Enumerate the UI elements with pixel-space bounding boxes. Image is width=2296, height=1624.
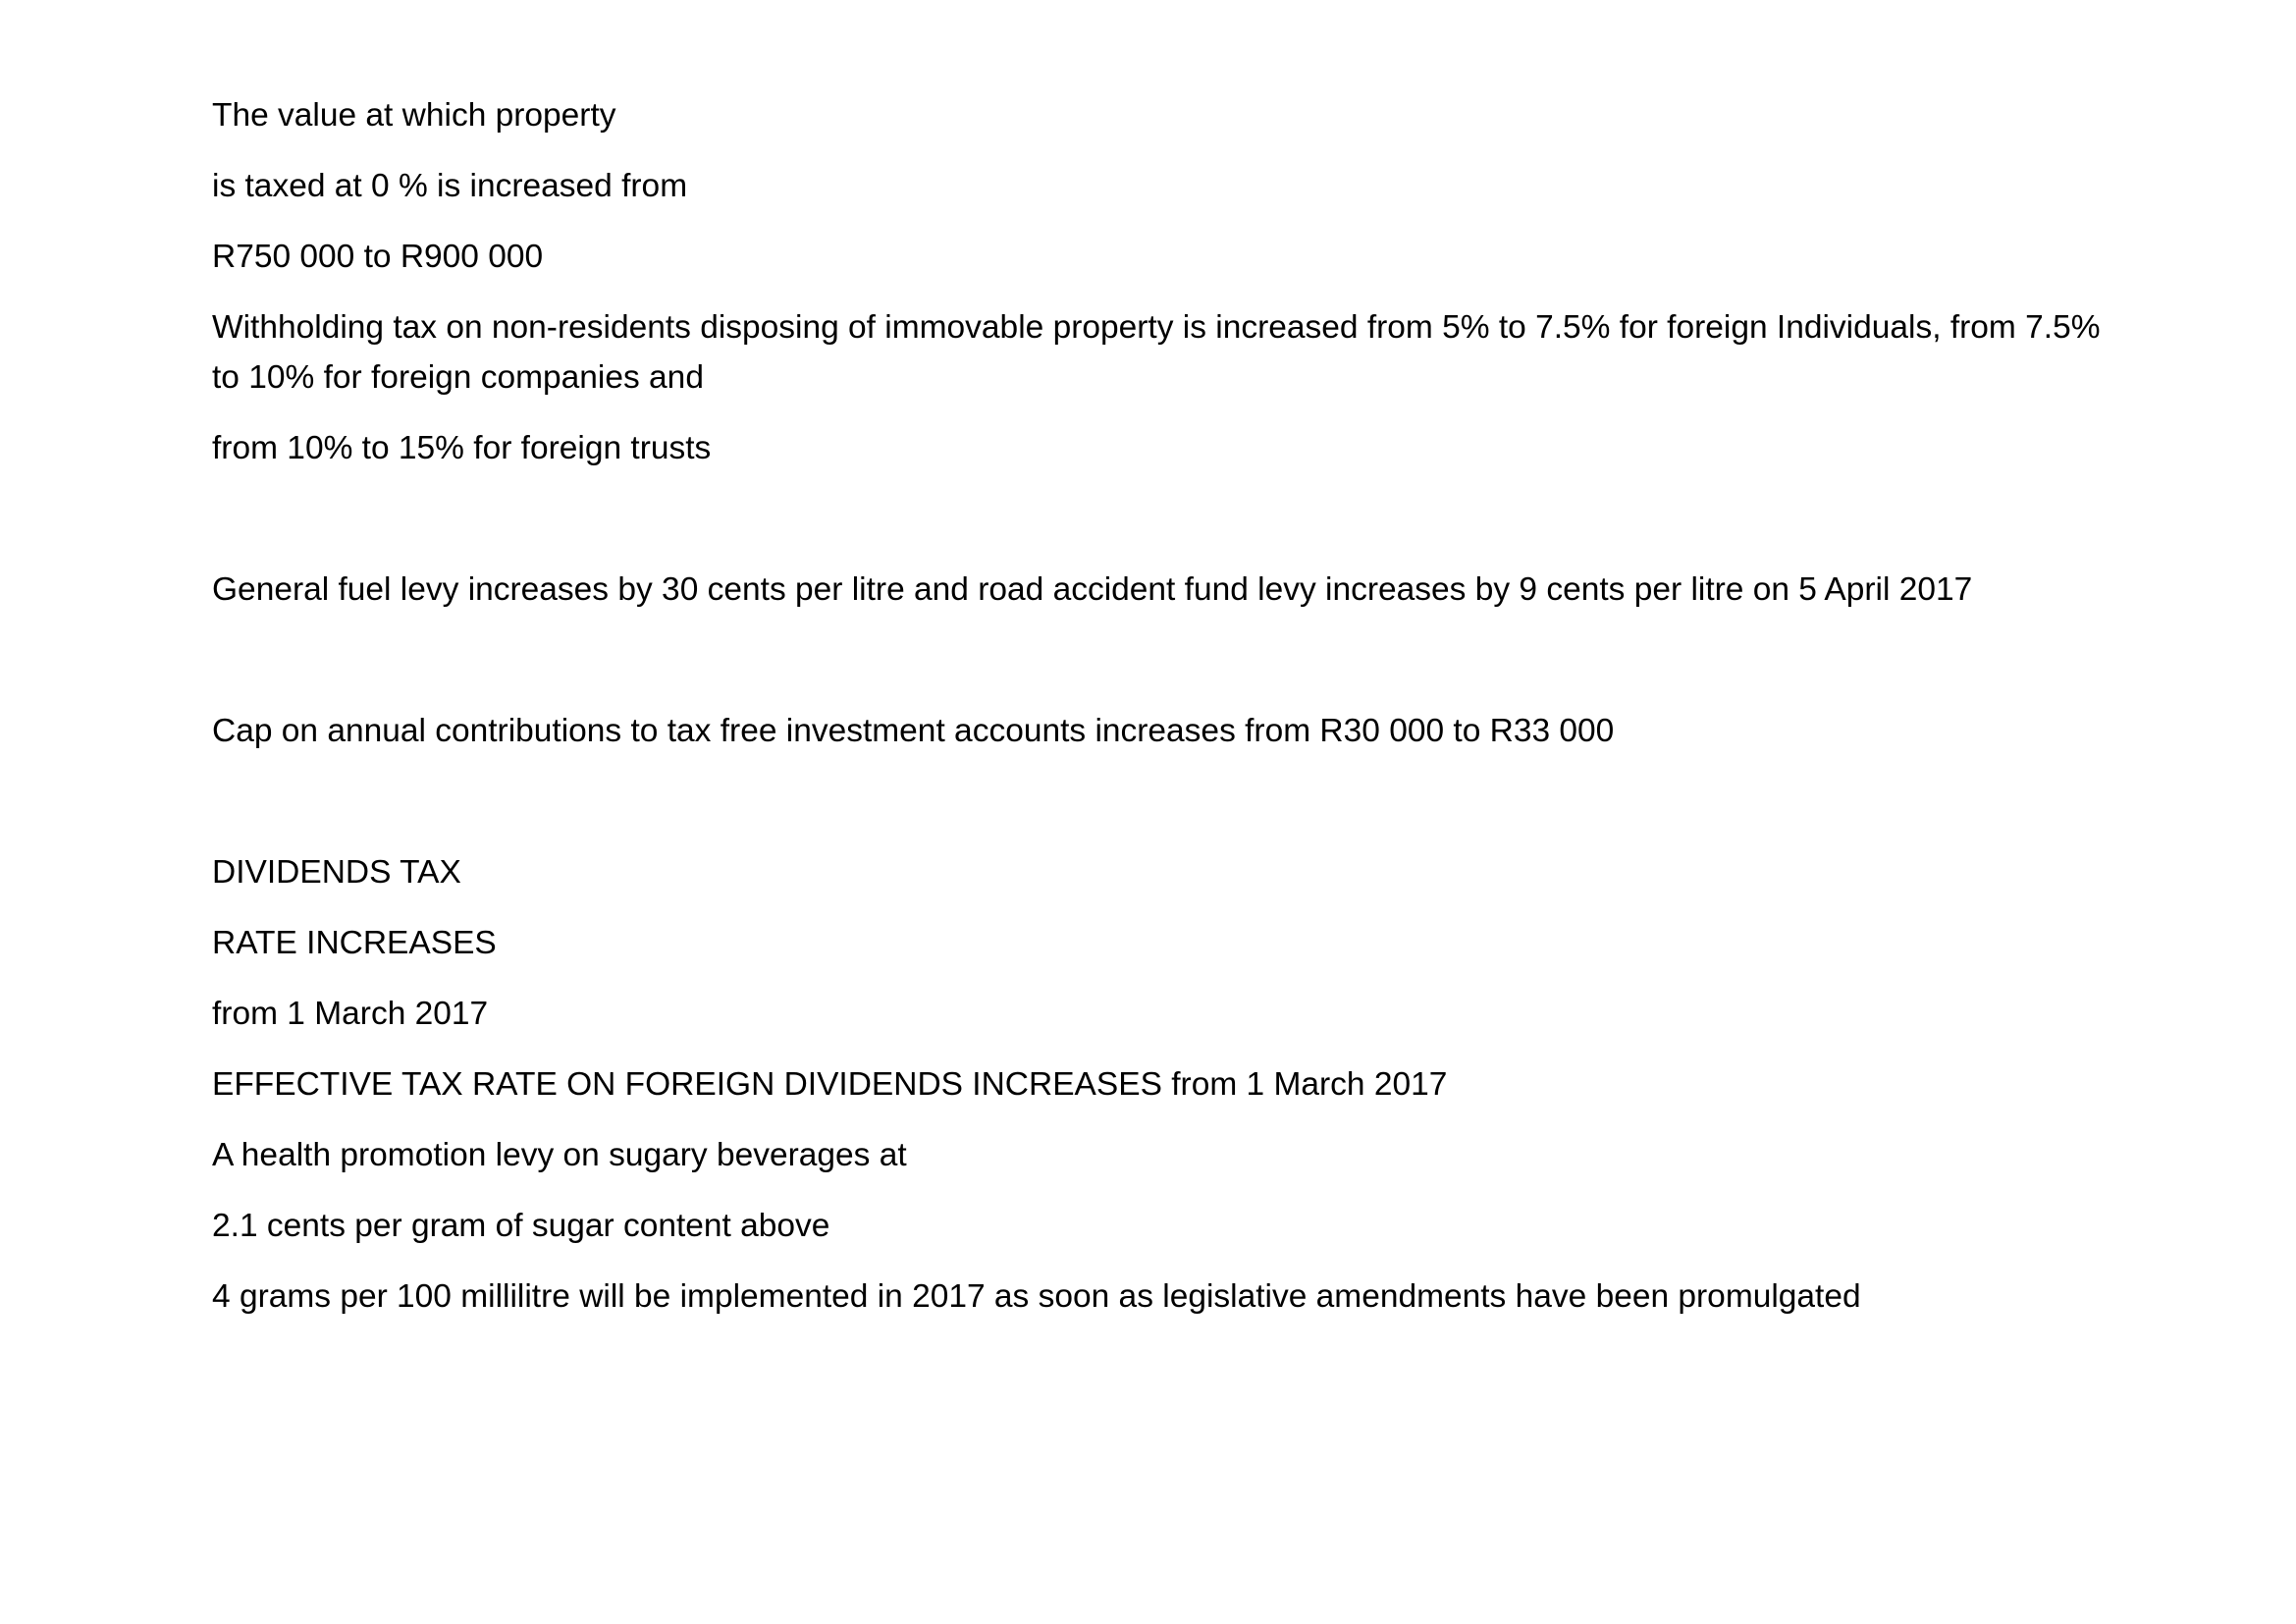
heading-dividends-tax: DIVIDENDS TAX	[212, 854, 461, 891]
paragraph-property-amounts: R750 000 to R900 000	[212, 239, 544, 275]
paragraph-sugar-threshold: 4 grams per 100 millilitre will be implemented in 2017 as soon as legislative amendments have been promulgated	[212, 1278, 1861, 1315]
spacer	[212, 494, 2136, 565]
paragraph-health-levy: A health promotion levy on sugary beverages at	[212, 1137, 907, 1173]
document-body	[212, 90, 2136, 1342]
paragraph-taxed-rate: is taxed at 0 % is increased from	[212, 168, 688, 204]
paragraph-rate-increases: RATE INCREASES	[212, 925, 497, 961]
paragraph-tax-free-investment: Cap on annual contributions to tax free investment accounts increases from R30 000 to R33 000	[212, 713, 1615, 749]
paragraph-effective-date: from 1 March 2017	[212, 996, 489, 1032]
spacer	[212, 635, 2136, 706]
paragraph-foreign-dividends: EFFECTIVE TAX RATE ON FOREIGN DIVIDENDS INCREASES from 1 March 2017	[212, 1066, 1448, 1103]
paragraph-withholding-tax: Withholding tax on non-residents disposing of immovable property is increased from 5% to 7.5% for foreign Individuals, from 7.5% to 10% for foreign companies and	[212, 309, 2101, 396]
paragraph-fuel-levy: General fuel levy increases by 30 cents per litre and road accident fund levy increases by 9 cents per litre on 5 April 2017	[212, 571, 1973, 608]
paragraph-foreign-trusts: from 10% to 15% for foreign trusts	[212, 430, 712, 466]
spacer	[212, 777, 2136, 847]
paragraph-sugar-rate: 2.1 cents per gram of sugar content above	[212, 1208, 830, 1244]
paragraph-property-value: The value at which property	[212, 97, 616, 134]
